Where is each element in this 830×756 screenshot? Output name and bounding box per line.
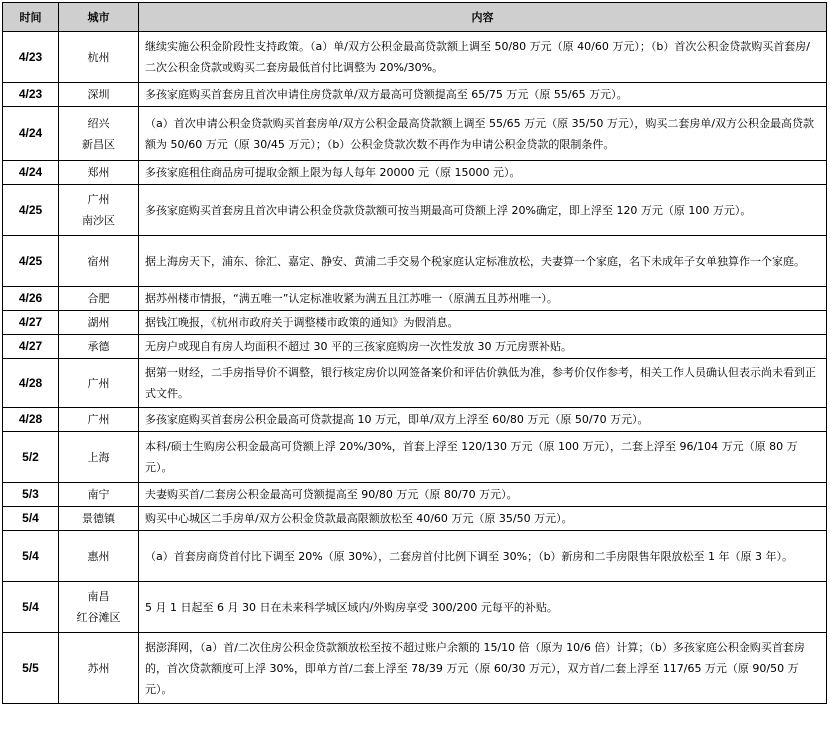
row-content: 5 月 1 日起至 6 月 30 日在未来科学城区域内/外购房享受 300/200 元每平的补贴。 [139, 582, 827, 633]
row-city: 承德 [59, 335, 139, 359]
row-city: 广州 南沙区 [59, 185, 139, 236]
table-row [3, 287, 827, 311]
row-date: 5/4 [3, 582, 59, 633]
row-content: 多孩家庭购买首套房且首次申请公积金贷款贷款额可按当期最高可贷额上浮 20%确定，即上浮至 120 万元（原 100 万元）。 [139, 185, 827, 236]
row-city: 广州 [59, 408, 139, 432]
row-content: （a）首次申请公积金贷款购买首套房单/双方公积金最高贷款额上调至 55/65 万元（原 35/50 万元），购买二套房单/双方公积金最高贷款额为 50/60 万元（原 30/45 万元）；（b）公积金贷款次数不再作为申请公积金贷款的限制条件。 [139, 107, 827, 161]
row-date: 4/23 [3, 83, 59, 107]
row-city: 绍兴 新昌区 [59, 107, 139, 161]
row-date: 4/23 [3, 32, 59, 83]
row-content: 据钱江晚报，《杭州市政府关于调整楼市政策的通知》为假消息。 [139, 311, 827, 335]
table-row [3, 633, 827, 704]
table-row [3, 311, 827, 335]
row-date: 4/28 [3, 408, 59, 432]
row-date: 5/4 [3, 507, 59, 531]
table-row [3, 32, 827, 83]
row-content: 继续实施公积金阶段性支持政策。（a）单/双方公积金最高贷款额上调至 50/80 万元（原 40/60 万元）；（b）首次公积金贷款购买首套房/二次公积金贷款或购买二套房最低首付比调整为 20%/30%。 [139, 32, 827, 83]
table-row [3, 83, 827, 107]
header-content: 内容 [139, 3, 827, 32]
row-city: 深圳 [59, 83, 139, 107]
table-row [3, 161, 827, 185]
row-city: 南宁 [59, 483, 139, 507]
row-city: 苏州 [59, 633, 139, 704]
row-date: 4/24 [3, 107, 59, 161]
row-city: 景德镇 [59, 507, 139, 531]
row-city: 合肥 [59, 287, 139, 311]
row-content: 据上海房天下，浦东、徐汇、嘉定、静安、黄浦二手交易个税家庭认定标准放松，夫妻算一个家庭，名下未成年子女单独算作一个家庭。 [139, 236, 827, 287]
table-row [3, 432, 827, 483]
table-row [3, 236, 827, 287]
row-date: 4/25 [3, 236, 59, 287]
row-content: 据第一财经，二手房指导价不调整，银行核定房价以网签备案价和评估价孰低为准，参考价仅作参考，相关工作人员确认但表示尚未看到正式文件。 [139, 359, 827, 408]
row-city: 湖州 [59, 311, 139, 335]
row-date: 5/5 [3, 633, 59, 704]
table-row [3, 582, 827, 633]
policy-table [2, 2, 827, 704]
row-content: （a）首套房商贷首付比下调至 20%（原 30%），二套房首付比例下调至 30%；（b）新房和二手房限售年限放松至 1 年（原 3 年）。 [139, 531, 827, 582]
row-city: 杭州 [59, 32, 139, 83]
row-date: 4/27 [3, 311, 59, 335]
header-row [3, 3, 827, 32]
row-content: 多孩家庭购买首套房公积金最高可贷款提高 10 万元，即单/双方上浮至 60/80 万元（原 50/70 万元）。 [139, 408, 827, 432]
table-row [3, 507, 827, 531]
row-date: 4/27 [3, 335, 59, 359]
row-city: 惠州 [59, 531, 139, 582]
table-row [3, 359, 827, 408]
header-city: 城市 [59, 3, 139, 32]
row-city: 南昌 红谷滩区 [59, 582, 139, 633]
row-city: 郑州 [59, 161, 139, 185]
table-row [3, 483, 827, 507]
row-content: 购买中心城区二手房单/双方公积金贷款最高限额放松至 40/60 万元（原 35/50 万元）。 [139, 507, 827, 531]
table-row [3, 107, 827, 161]
row-content: 本科/硕士生购房公积金最高可贷额上浮 20%/30%，首套上浮至 120/130 万元（原 100 万元），二套上浮至 96/104 万元（原 80 万元）。 [139, 432, 827, 483]
row-date: 4/25 [3, 185, 59, 236]
row-city: 上海 [59, 432, 139, 483]
row-content: 多孩家庭租住商品房可提取金额上限为每人每年 20000 元（原 15000 元）。 [139, 161, 827, 185]
row-content: 夫妻购买首/二套房公积金最高可贷额提高至 90/80 万元（原 80/70 万元）。 [139, 483, 827, 507]
row-date: 5/3 [3, 483, 59, 507]
row-date: 5/2 [3, 432, 59, 483]
row-content: 据澎湃网，（a）首/二次住房公积金贷款额放松至按不超过账户余额的 15/10 倍（原为 10/6 倍）计算；（b）多孩家庭公积金购买首套房的，首次贷款额度可上浮 30%，即单方首/二套上浮至 78/39 万元（原 60/30 万元），双方首/二套上浮至 117/65 万元（原 90/50 万元）。 [139, 633, 827, 704]
row-date: 5/4 [3, 531, 59, 582]
table-row [3, 531, 827, 582]
row-date: 4/26 [3, 287, 59, 311]
row-city: 广州 [59, 359, 139, 408]
table-row [3, 335, 827, 359]
row-city: 宿州 [59, 236, 139, 287]
table-row [3, 408, 827, 432]
row-content: 无房户或现自有房人均面积不超过 30 平的三孩家庭购房一次性发放 30 万元房票补贴。 [139, 335, 827, 359]
row-date: 4/24 [3, 161, 59, 185]
row-content: 据苏州楼市情报，“满五唯一”认定标准收紧为满五且江苏唯一（原满五且苏州唯一）。 [139, 287, 827, 311]
table-row [3, 185, 827, 236]
row-content: 多孩家庭购买首套房且首次申请住房贷款单/双方最高可贷额提高至 65/75 万元（原 55/65 万元）。 [139, 83, 827, 107]
row-date: 4/28 [3, 359, 59, 408]
header-date: 时间 [3, 3, 59, 32]
